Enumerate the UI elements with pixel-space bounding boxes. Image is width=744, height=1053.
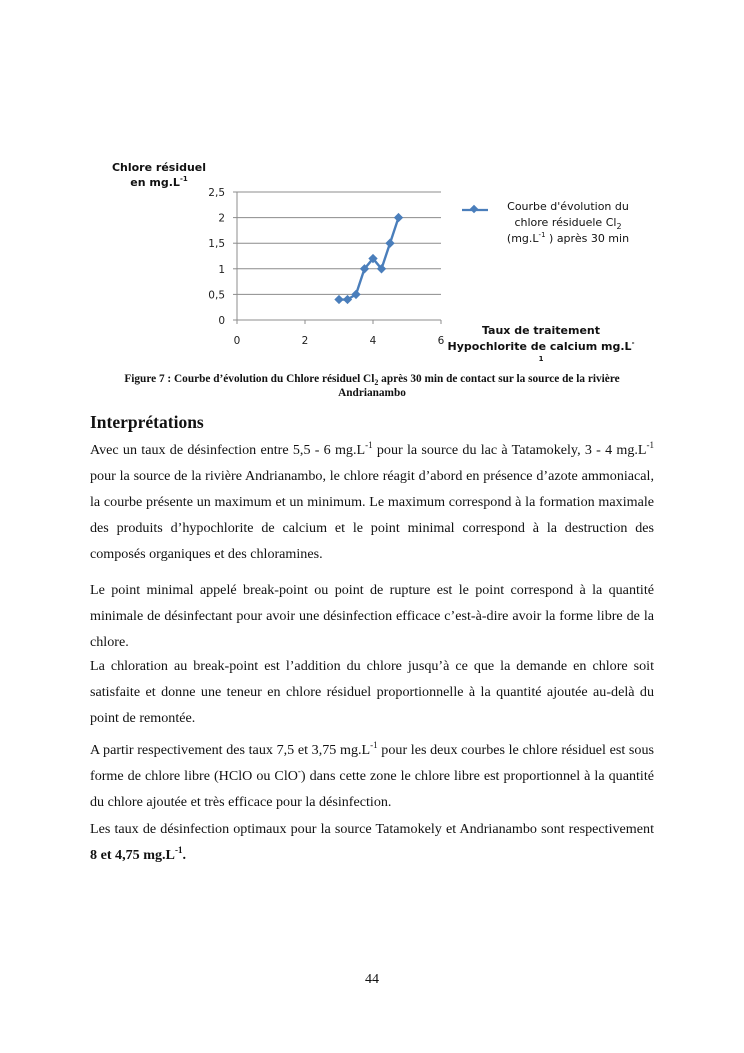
svg-text:0: 0: [218, 315, 225, 327]
page-number: 44: [365, 972, 379, 987]
svg-text:0,5: 0,5: [208, 289, 225, 302]
paragraph-2: Le point minimal appelé break-point ou point de rupture est le point correspond à la quantité minimale de désinfectant pour avoir une désinfection efficace c’est-à-dire avoir la forme libre de la chlore.: [90, 582, 654, 650]
y-axis-label-line2: en $mg.L^{-1}$: [130, 175, 188, 189]
legend-marker-icon: [460, 204, 490, 216]
svg-text:1: 1: [218, 263, 225, 276]
x-axis-label: Taux de traitement Hypochlorite de calcium $mg.L^{-1}$: [447, 324, 635, 363]
chart-figure-7: [0, 0, 744, 365]
svg-text:6: 6: [437, 335, 445, 347]
y-axis-label-line1: Chlore résiduel: [111, 161, 207, 174]
paragraph-1: Avec un taux de désinfection entre 5,5 - 6 $mg.L^{-1}$ pour la source du lac à Tatamokely, 3 - 4 $mg.L^{-1}$ pour la source de la rivière Andrianambo, le chlore réagit d’abord en présence d’azote ammoniacal, la courbe présente un maximum et un minimum. Le maximum correspond à la formation maximale des produits d’hypochlorite de calcium et le point minimal correspond à la destruction des composés organiques et des chloramines.: [90, 440, 655, 562]
y-axis-label: [104, 160, 214, 190]
svg-text:2,5: 2,5: [208, 187, 225, 199]
section-heading: Interprétations: [90, 412, 204, 432]
legend-label: Courbe d'évolution du chlore résiduele $Cl_2$ ($mg.L^{-1}$ ) après 30 min: [506, 200, 630, 245]
svg-text:1,5: 1,5: [208, 238, 225, 251]
paragraph-4: A partir respectivement des taux 7,5 et 3,75 $mg.L^{-1}$ pour les deux courbes le chlore résiduel est sous forme de chlore libre (HClO ou ClO-) dans cette zone le chlore libre est proportionnel à la quantité du chlore ajoutée et très efficace pour la désinfection.: [90, 740, 654, 810]
paragraph-5: Les taux de désinfection optimaux pour la source Tatamokely et Andrianambo sont respectivement 8 et 4,75 $mg.L^{-1}$.: [90, 821, 654, 863]
svg-text:2: 2: [218, 212, 225, 225]
paragraph-3: La chloration au break-point est l’addition du chlore jusqu’à ce que la demande en chlore soit satisfaite et donne une teneur en chlore résiduel proportionnelle à la quantité ajoutée au-delà du point de remontée.: [90, 658, 654, 726]
figure-caption: Figure 7 : Courbe d’évolution du Chlore résiduel $Cl_2$ après 30 min de contact sur la source de la rivière Andrianambo: [124, 373, 620, 399]
svg-text:2: 2: [301, 335, 309, 347]
svg-text:0: 0: [233, 335, 241, 347]
svg-text:4: 4: [369, 335, 377, 347]
